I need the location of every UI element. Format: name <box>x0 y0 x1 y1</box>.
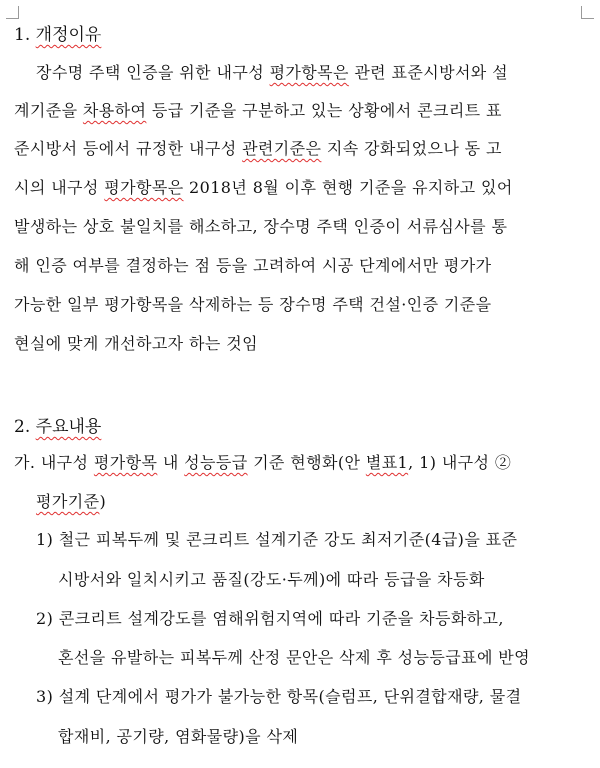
paragraph-line <box>14 98 502 121</box>
text-run: 계기준을 <box>14 101 83 120</box>
section-2-heading <box>14 412 101 437</box>
text-run: 합재비, 공기량, 염화물량)을 삭제 <box>58 727 299 746</box>
spellcheck-flagged-text: 성능등급 <box>184 453 248 472</box>
text-run: 혼선을 유발하는 피복두께 산정 문안은 삭제 후 성능등급표에 반영 <box>58 648 530 667</box>
section-2-title: 주요내용 <box>35 417 102 437</box>
text-run: 기준 현행화(안 <box>247 453 366 472</box>
text-run: 장수명 주택 인증을 위한 내구성 <box>36 63 270 82</box>
text-run: 가능한 일부 평가항목을 삭제하는 등 장수명 주택 건설·인증 기준을 <box>14 295 492 314</box>
paragraph-line <box>36 60 508 83</box>
paragraph-line <box>36 489 106 512</box>
paragraph-line <box>14 292 492 315</box>
text-run: 1) 철근 피복두께 및 콘크리트 설계기준 강도 최저기준(4급)을 표준 <box>36 530 518 549</box>
text-run: 준시방서 등에서 규정한 내구성 <box>14 139 243 158</box>
page-corner-mark-top-right <box>581 6 594 19</box>
section-2-number: 2. <box>14 417 31 437</box>
spellcheck-flagged-text: 평가기준 <box>36 492 100 511</box>
spellcheck-flagged-text: 평가항목은 <box>269 63 349 82</box>
text-run: 가. 내구성 <box>14 453 94 472</box>
paragraph-line <box>14 331 258 354</box>
spellcheck-flagged-text: 평가항목 <box>93 453 158 472</box>
text-run: 시방서와 일치시키고 품질(강도·두께)에 따라 등급을 차등화 <box>58 570 485 589</box>
paragraph-line <box>14 450 511 473</box>
paragraph-line <box>14 136 502 159</box>
text-run: ) <box>99 492 107 511</box>
text-run: 지속 강화되었으나 동 고 <box>321 139 502 158</box>
section-1-heading <box>14 20 101 45</box>
paragraph-line <box>36 684 522 707</box>
text-run: , 1) 내구성 ② <box>408 453 512 472</box>
text-run: 등급 기준을 구분하고 있는 상황에서 콘크리트 표 <box>146 101 502 120</box>
text-run: 3) 설계 단계에서 평가가 불가능한 항목(슬럼프, 단위결합재량, 물결 <box>36 687 522 706</box>
paragraph-line <box>36 527 517 550</box>
spellcheck-flagged-text: 별표1 <box>365 453 409 472</box>
paragraph-line <box>14 214 507 237</box>
spellcheck-flagged-text: 평가항목은 <box>104 178 184 197</box>
paragraph-line <box>58 724 298 747</box>
text-run: 현실에 맞게 개선하고자 하는 것임 <box>14 334 258 353</box>
text-run: 2018년 8월 이후 현행 기준을 유지하고 있어 <box>183 178 513 197</box>
text-run: 시의 내구성 <box>14 178 105 197</box>
paragraph-line <box>14 253 492 276</box>
text-run: 내 <box>157 453 185 472</box>
spellcheck-flagged-text: 차용하여 <box>82 101 147 120</box>
section-1-title: 개정이유 <box>35 25 102 45</box>
text-run: 해 인증 여부를 결정하는 점 등을 고려하여 시공 단계에서만 평가가 <box>14 256 492 275</box>
paragraph-line <box>58 567 485 590</box>
paragraph-line <box>14 175 513 198</box>
text-run: 2) 콘크리트 설계강도를 염해위험지역에 따라 기준을 차등화하고, <box>36 609 504 628</box>
spellcheck-flagged-text: 관련기준은 <box>242 139 322 158</box>
text-run: 발생하는 상호 불일치를 해소하고, 장수명 주택 인증이 서류심사를 통 <box>14 217 508 236</box>
paragraph-line <box>58 645 530 668</box>
page-corner-mark-top-left <box>6 6 19 19</box>
section-1-number: 1. <box>14 25 31 45</box>
text-run: 관련 표준시방서와 설 <box>348 63 509 82</box>
paragraph-line <box>36 606 504 629</box>
